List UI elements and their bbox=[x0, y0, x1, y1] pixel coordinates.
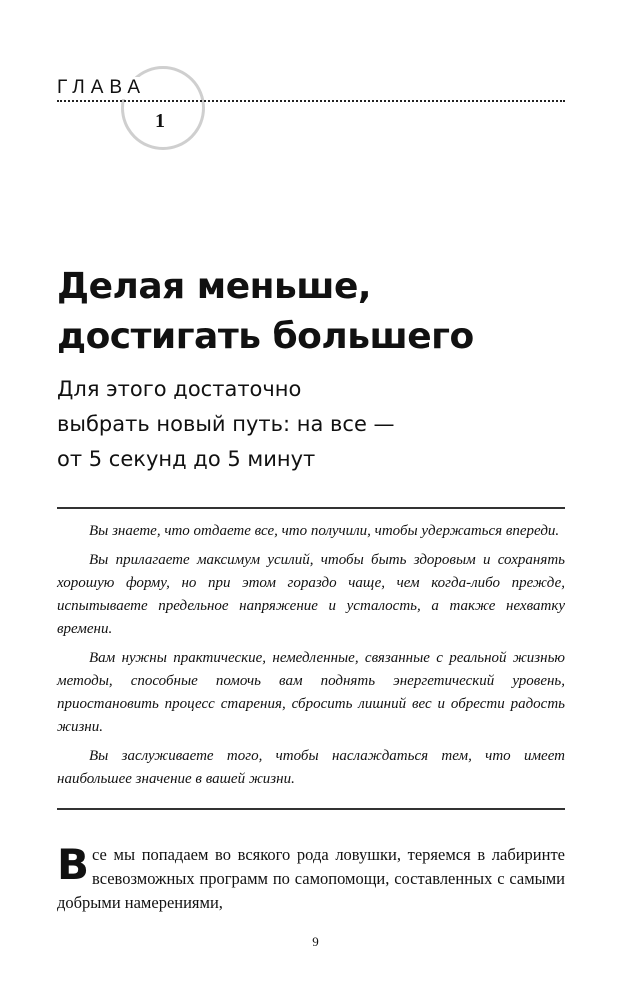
chapter-label: ГЛАВА bbox=[57, 77, 150, 99]
page-number: 9 bbox=[312, 934, 319, 949]
chapter-dotted-rule bbox=[57, 100, 565, 102]
epigraph-paragraph: Вы знаете, что отдаете все, что получили, чтобы удержаться впереди. bbox=[89, 523, 560, 539]
drop-cap: В bbox=[57, 840, 90, 889]
subtitle-line-3: от 5 секунд до 5 минут bbox=[57, 447, 316, 471]
epigraph-paragraph: Вам нужны практические, немедленные, связанные с реальной жизнью методы, способные помочь вам поднять энергетический уровень, приостановить процесс старения, сбросить лишний вес и обрести радость жизни. bbox=[57, 650, 565, 735]
body-text bbox=[57, 840, 565, 915]
chapter-title bbox=[57, 262, 577, 362]
subtitle-line-1: Для этого достаточно bbox=[57, 377, 302, 401]
epigraph-bottom-rule bbox=[57, 808, 565, 810]
epigraph-paragraph: Вы заслуживаете того, чтобы наслаждаться тем, что имеет наибольшее значение в вашей жизни. bbox=[57, 748, 565, 787]
chapter-subtitle bbox=[57, 372, 577, 477]
chapter-number: 1 bbox=[155, 110, 165, 132]
body-paragraph bbox=[57, 840, 565, 915]
epigraph-paragraph: Вы прилагаете максимум усилий, чтобы быть здоровым и сохранять хорошую форму, но при этом гораздо чаще, чем когда-либо прежде, испытываете предельное напряжение и усталость, а также нехватку времени. bbox=[57, 552, 565, 637]
chapter-title-line-1: Делая меньше, bbox=[57, 266, 372, 307]
chapter-title-line-2: достигать большего bbox=[57, 316, 474, 357]
body-paragraph-text: се мы попадаем во всякого рода ловушки, теряемся в лабиринте всевозможных программ по самопомощи, составленных с самыми добрыми намерениями, bbox=[57, 845, 565, 912]
epigraph-block bbox=[57, 520, 565, 797]
epigraph-top-rule bbox=[57, 507, 565, 509]
subtitle-line-2: выбрать новый путь: на все — bbox=[57, 412, 395, 436]
